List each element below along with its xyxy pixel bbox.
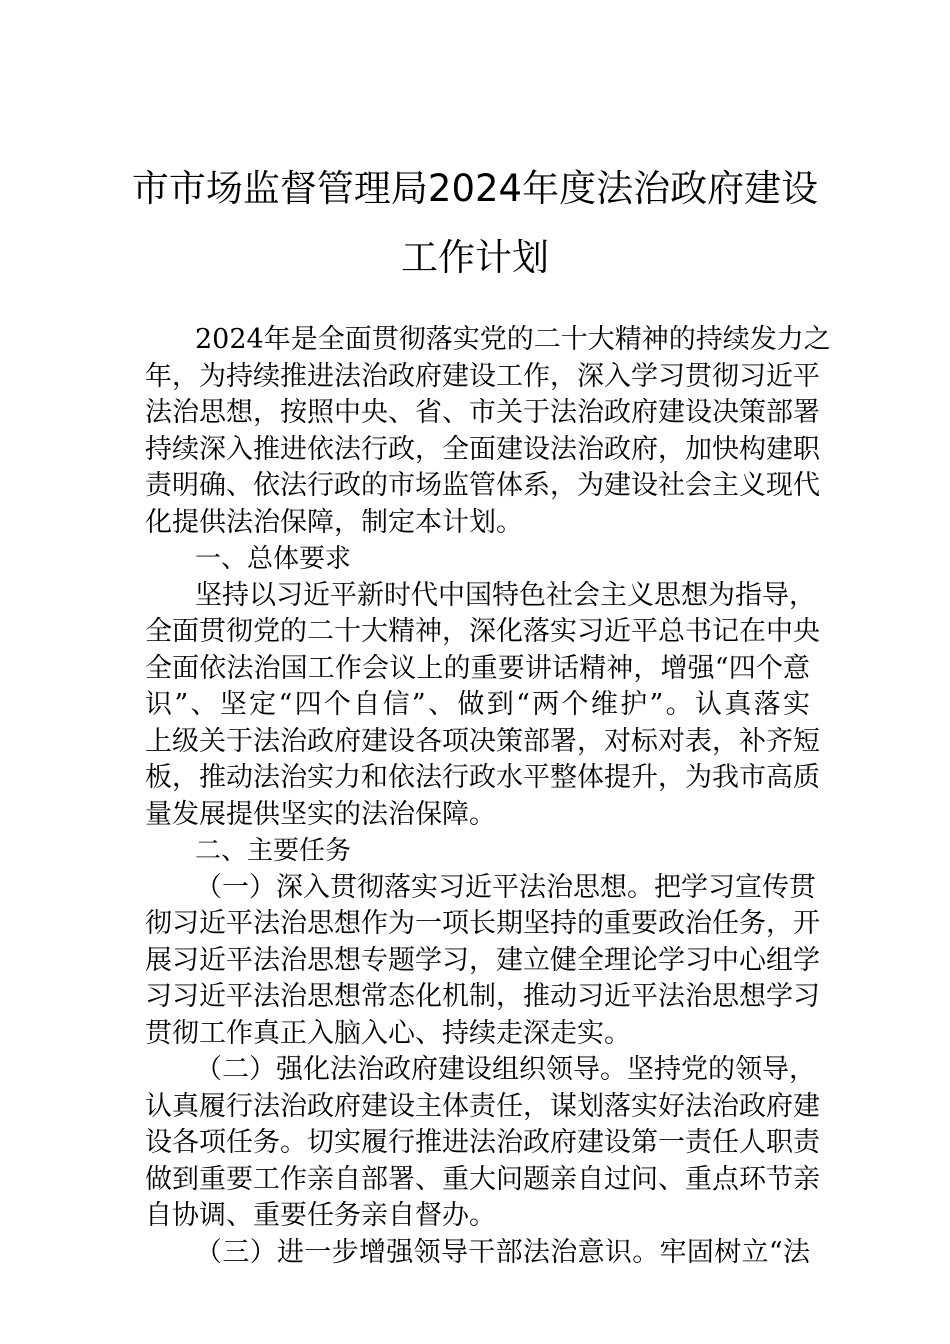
paragraph-line: 上级关于法治政府建设各项决策部署，对标对表，补齐短	[145, 725, 820, 757]
paragraph-line: 化提供法治保障，制定本计划。	[145, 506, 523, 538]
document-title-line-1: 市市场监督管理局2024年度法治政府建设	[131, 167, 819, 210]
paragraph-line: 展习近平法治思想专题学习，建立健全理论学习中心组学	[145, 944, 820, 976]
section-heading: 一、总体要求	[195, 544, 352, 574]
paragraph-line: 做到重要工作亲自部署、重大问题亲自过问、重点环节亲	[145, 1163, 820, 1195]
paragraph-line: （一）深入贯彻落实习近平法治思想。把学习宣传贯	[195, 871, 816, 903]
document-body	[145, 322, 831, 1271]
paragraph-line: 设各项任务。切实履行推进法治政府建设第一责任人职责	[145, 1127, 820, 1158]
paragraph-line: 习习近平法治思想常态化机制，推动习近平法治思想学习	[145, 981, 820, 1012]
paragraph-line: 责明确、依法行政的市场监管体系，为建设社会主义现代	[145, 470, 820, 501]
paragraph-line: 全面依法治国工作会议上的重要讲话精神，增强“四个意	[145, 652, 810, 684]
document-title-line-2: 工作计划	[401, 236, 549, 279]
paragraph-line: 板，推动法治实力和依法行政水平整体提升，为我市高质	[145, 762, 820, 793]
paragraph-line: （三）进一步增强领导干部法治意识。牢固树立“法	[195, 1236, 810, 1268]
paragraph-line: 认真履行法治政府建设主体责任，谋划落实好法治政府建	[145, 1090, 820, 1122]
paragraph-line: 年，为持续推进法治政府建设工作，深入学习贯彻习近平	[145, 360, 820, 392]
paragraph-line: （二）强化法治政府建设组织领导。坚持党的领导，	[195, 1054, 816, 1085]
paragraph-line: 持续深入推进依法行政，全面建设法治政府，加快构建职	[145, 433, 820, 465]
paragraph-line: 坚持以习近平新时代中国特色社会主义思想为指导，	[195, 579, 816, 611]
paragraph-line: 量发展提供坚实的法治保障。	[145, 798, 496, 830]
paragraph-line: 2024年是全面贯彻落实党的二十大精神的持续发力之	[195, 324, 831, 355]
paragraph-line: 自协调、重要任务亲自督办。	[145, 1200, 496, 1231]
paragraph-line: 法治思想，按照中央、省、市关于法治政府建设决策部署	[145, 397, 820, 428]
paragraph-line: 彻习近平法治思想作为一项长期坚持的重要政治任务，开	[145, 908, 820, 939]
section-heading: 二、主要任务	[195, 836, 352, 866]
paragraph-line: 贯彻工作真正入脑入心、持续走深走实。	[145, 1017, 631, 1049]
paragraph-line: 识”、坚定“四个自信”、做到“两个维护”。认真落实	[145, 689, 810, 720]
paragraph-line: 全面贯彻党的二十大精神，深化落实习近平总书记在中央	[145, 616, 820, 647]
